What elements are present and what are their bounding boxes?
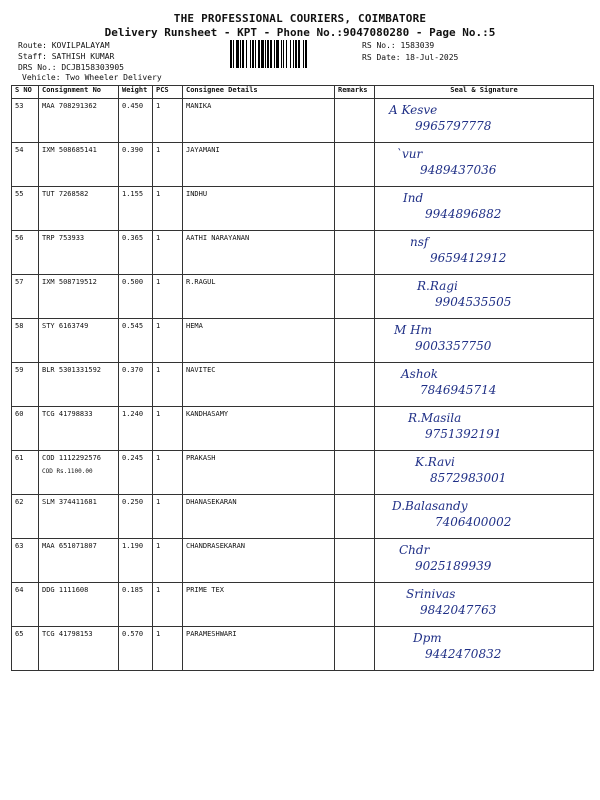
sno-cell [12,143,39,187]
consignment-cell-text: TCG 41798833 [42,410,93,418]
pcs-cell-text: 1 [156,366,161,374]
sno-cell [12,539,39,583]
sno-cell-text: 56 [15,234,24,242]
remarks-cell [335,187,375,231]
pcs-cell-text: 1 [156,322,161,330]
consignment-cell [39,319,119,363]
consignee-cell [183,407,335,451]
weight-cell-text: 1.190 [122,542,144,550]
consignment-cell [39,99,119,143]
consignee-cell [183,627,335,671]
consignee-cell-text: DHANASEKARAN [186,498,237,506]
consignee-cell [183,451,335,495]
pcs-cell [153,143,183,187]
weight-cell [119,539,153,583]
weight-cell [119,495,153,539]
consignee-cell [183,363,335,407]
handwritten-phone: 9659412912 [430,251,507,265]
remarks-cell [335,143,375,187]
handwritten-signature: Ashok [401,367,439,381]
table-header [12,86,594,99]
pcs-cell-text: 1 [156,190,161,198]
consignee-cell-text: AATHI NARAYANAN [186,234,250,242]
consignment-cell-text: IXM 508719512 [42,278,97,286]
weight-cell-text: 1.155 [122,190,144,198]
consignment-cell-text: TCG 41798153 [42,630,93,638]
sno-cell-text: 65 [15,630,24,638]
pcs-cell-text: 1 [156,234,161,242]
signature-cell [375,275,594,319]
remarks-cell [335,495,375,539]
sno-cell [12,231,39,275]
sno-cell [12,275,39,319]
handwritten-phone: 7846945714 [420,383,497,397]
weight-cell [119,275,153,319]
consignee-cell [183,583,335,627]
consignee-cell [183,319,335,363]
handwritten-phone: 7406400002 [435,515,512,529]
table-row [12,143,594,187]
consignment-cell [39,231,119,275]
handwritten-phone: 9489437036 [420,163,497,177]
handwritten-phone: 9842047763 [420,603,497,617]
runsheet-table [11,85,594,671]
sno-cell [12,627,39,671]
table-row [12,231,594,275]
staff-label: Staff: SATHISH KUMAR [18,52,115,61]
consignee-cell-text: INDHU [186,190,208,198]
sno-cell-text: 54 [15,146,24,154]
signature-cell [375,627,594,671]
consignment-cell [39,363,119,407]
signature-cell [375,495,594,539]
signature-cell [375,451,594,495]
sno-cell-text: 64 [15,586,24,594]
weight-cell-text: 1.240 [122,410,144,418]
table-row [12,451,594,495]
handwritten-signature: Srinivas [406,587,456,601]
col-sno: S NO [12,86,39,99]
pcs-cell [153,583,183,627]
signature-cell [375,99,594,143]
consignment-cell [39,627,119,671]
remarks-cell [335,451,375,495]
route-label: Route: KOVILPALAYAM [18,41,110,50]
handwritten-phone: 9003357750 [415,339,492,353]
sno-cell-text: 63 [15,542,24,550]
consignment-cell-text: MAA 651071807 [42,542,97,550]
consignee-cell-text: CHANDRASEKARAN [186,542,246,550]
weight-cell-text: 0.370 [122,366,144,374]
table-row [12,539,594,583]
sno-cell [12,451,39,495]
consignee-cell [183,187,335,231]
handwritten-phone: 9751392191 [425,427,502,441]
consignee-cell-text: JAYAMANI [186,146,220,154]
consignment-cell-text: COD 1112292576 [42,454,102,462]
signature-cell [375,539,594,583]
remarks-cell [335,539,375,583]
weight-cell-text: 0.500 [122,278,144,286]
pcs-cell [153,275,183,319]
signature-cell [375,187,594,231]
remarks-cell [335,99,375,143]
sno-cell [12,495,39,539]
sno-cell [12,363,39,407]
drs-label: DRS No.: DCJB158303905 [18,63,124,72]
weight-cell-text: 0.245 [122,454,144,462]
sno-cell-text: 61 [15,454,24,462]
consignee-cell [183,495,335,539]
pcs-cell [153,451,183,495]
consignee-cell-text: PARAMESHWARI [186,630,237,638]
weight-cell [119,627,153,671]
remarks-cell [335,275,375,319]
rs-number: RS No.: 1583039 [362,41,435,50]
consignee-cell-text: HEMA [186,322,203,330]
col-consignment: Consignment No [39,86,119,99]
weight-cell [119,231,153,275]
handwritten-signature: Dpm [413,631,442,645]
rs-date: RS Date: 18-Jul-2025 [362,53,459,62]
col-remarks: Remarks [335,86,375,99]
handwritten-signature: D.Balasandy [392,499,468,513]
consignee-cell-text: MANIKA [186,102,212,110]
pcs-cell-text: 1 [156,630,161,638]
consignment-cell-text: MAA 708291362 [42,102,97,110]
consignee-cell [183,539,335,583]
col-consignee: Consignee Details [183,86,335,99]
weight-cell-text: 0.365 [122,234,144,242]
consignment-cell-text: TRP 753933 [42,234,85,242]
table-row [12,363,594,407]
pcs-cell [153,627,183,671]
col-signature: Seal & Signature [375,86,594,99]
sno-cell [12,99,39,143]
sno-cell-text: 53 [15,102,24,110]
consignment-cell-text: SLM 374411681 [42,498,97,506]
handwritten-phone: 9025189939 [415,559,492,573]
handwritten-phone: 9944896882 [425,207,502,221]
pcs-cell-text: 1 [156,278,161,286]
pcs-cell-text: 1 [156,498,161,506]
signature-cell [375,319,594,363]
consignment-cell [39,143,119,187]
consignee-cell-text: PRAKASH [186,454,216,462]
weight-cell-text: 0.185 [122,586,144,594]
pcs-cell [153,319,183,363]
remarks-cell [335,319,375,363]
consignee-cell-text: R.RAGUL [186,278,216,286]
table-row [12,319,594,363]
consignee-cell [183,143,335,187]
consignee-cell [183,231,335,275]
consignment-cell-text: BLR 5301331592 [42,366,102,374]
consignment-cell [39,407,119,451]
pcs-cell [153,363,183,407]
weight-cell [119,319,153,363]
table-row [12,99,594,143]
col-weight: Weight [119,86,153,99]
barcode [230,40,354,68]
sno-cell-text: 55 [15,190,24,198]
weight-cell-text: 0.450 [122,102,144,110]
consignee-cell-text: KANDHASAMY [186,410,229,418]
signature-cell [375,363,594,407]
weight-cell [119,363,153,407]
pcs-cell-text: 1 [156,410,161,418]
weight-cell [119,407,153,451]
table-row [12,495,594,539]
consignee-cell-text: PRIME TEX [186,586,224,594]
handwritten-signature: M Hm [394,323,432,337]
sno-cell-text: 57 [15,278,24,286]
pcs-cell-text: 1 [156,542,161,550]
sno-cell [12,187,39,231]
handwritten-signature: Ind [403,191,424,205]
pcs-cell-text: 1 [156,146,161,154]
consignment-cell [39,539,119,583]
consignment-cell-text: STY 6163749 [42,322,89,330]
pcs-cell-text: 1 [156,102,161,110]
consignee-cell-text: NAVITEC [186,366,216,374]
vehicle-label: Vehicle: Two Wheeler Delivery [22,73,162,82]
handwritten-phone: 9442470832 [425,647,502,661]
handwritten-signature: A Kesve [389,103,438,117]
table-row [12,275,594,319]
pcs-cell [153,407,183,451]
weight-cell [119,99,153,143]
handwritten-signature: ˋvur [396,147,423,161]
sno-cell [12,583,39,627]
handwritten-signature: nsf [410,235,429,249]
consignee-cell [183,99,335,143]
consignee-cell [183,275,335,319]
sno-cell-text: 62 [15,498,24,506]
handwritten-signature: K.Ravi [415,455,455,469]
sno-cell [12,319,39,363]
weight-cell-text: 0.250 [122,498,144,506]
table-row [12,187,594,231]
signature-cell [375,407,594,451]
weight-cell-text: 0.570 [122,630,144,638]
sno-cell-text: 58 [15,322,24,330]
pcs-cell [153,99,183,143]
remarks-cell [335,407,375,451]
table-row [12,583,594,627]
pcs-cell [153,187,183,231]
consignment-cell-text: IXM 508685141 [42,146,97,154]
pcs-cell [153,231,183,275]
handwritten-signature: R.Masila [408,411,462,425]
weight-cell-text: 0.390 [122,146,144,154]
document-title: THE PROFESSIONAL COURIERS, COIMBATORE [173,12,427,25]
pcs-cell-text: 1 [156,586,161,594]
remarks-cell [335,363,375,407]
weight-cell-text: 0.545 [122,322,144,330]
weight-cell [119,187,153,231]
consignment-cell [39,275,119,319]
signature-cell [375,231,594,275]
consignment-cell [39,495,119,539]
remarks-cell [335,231,375,275]
consignment-cell-text: TUT 7268582 [42,190,89,198]
pcs-cell [153,539,183,583]
sno-cell-text: 60 [15,410,24,418]
table-row [12,627,594,671]
remarks-cell [335,583,375,627]
signature-cell [375,143,594,187]
weight-cell [119,143,153,187]
document-subtitle: Delivery Runsheet - KPT - Phone No.:9047080280 - Page No.:5 [104,26,496,39]
handwritten-signature: Chdr [399,543,430,557]
weight-cell [119,583,153,627]
cod-amount: COD Rs.1100.00 [42,468,93,475]
consignment-cell-text: DDG 1111608 [42,586,89,594]
sno-cell-text: 59 [15,366,24,374]
table-row [12,407,594,451]
consignment-cell [39,583,119,627]
pcs-cell [153,495,183,539]
consignment-cell [39,451,119,495]
pcs-cell-text: 1 [156,454,161,462]
weight-cell [119,451,153,495]
sno-cell [12,407,39,451]
consignment-cell [39,187,119,231]
handwritten-phone: 9965797778 [415,119,492,133]
remarks-cell [335,627,375,671]
handwritten-signature: R.Ragi [417,279,458,293]
signature-cell [375,583,594,627]
handwritten-phone: 9904535505 [435,295,512,309]
handwritten-phone: 8572983001 [430,471,507,485]
col-pcs: PCS [153,86,183,99]
